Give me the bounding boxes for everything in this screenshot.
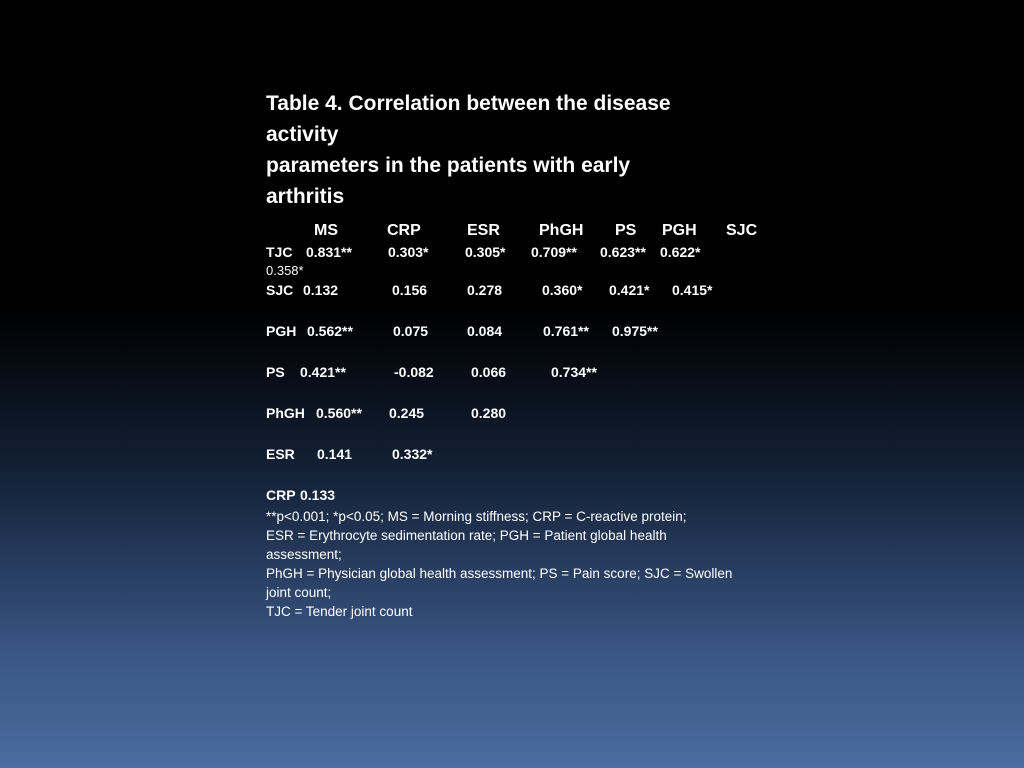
table-cell: 0.421*: [609, 282, 650, 298]
table-cell: 0.761**: [543, 323, 589, 339]
table-cell: 0.560**: [316, 405, 362, 421]
table-cell: 0.133: [300, 487, 336, 503]
column-header-sjc: SJC: [726, 222, 758, 239]
title-line: parameters in the patients with early: [266, 154, 631, 177]
column-header-ms: MS: [314, 222, 338, 239]
row-label: PS: [266, 364, 285, 380]
table-cell: 0.360*: [542, 282, 583, 298]
row-label: SJC: [266, 282, 294, 298]
table-row-sjc: [266, 282, 766, 323]
table-cell: 0.156: [392, 282, 428, 298]
table-cell: 0.709**: [531, 244, 577, 260]
column-header-esr: ESR: [467, 222, 500, 239]
table-cell: 0.415*: [672, 282, 713, 298]
table-cell: 0.358*: [266, 263, 304, 278]
table-cell: 0.075: [393, 323, 429, 339]
table-cell: 0.562**: [307, 323, 353, 339]
table-cell: -0.082: [394, 364, 434, 380]
slide-content: [266, 88, 766, 621]
table-cell: 0.305*: [465, 244, 506, 260]
row-label: ESR: [266, 446, 295, 462]
table-cell: 0.623**: [600, 244, 646, 260]
table-row-ps: [266, 364, 766, 405]
column-header-ps: PS: [615, 222, 637, 239]
row-label: TJC: [266, 244, 293, 260]
table-row-crp: [266, 487, 766, 506]
column-header-phgh: PhGH: [539, 222, 584, 239]
row-label: PhGH: [266, 405, 305, 421]
footnote-line: **p<0.001; *p<0.05; MS = Morning stiffness; CRP = C-reactive protein;: [266, 509, 687, 524]
table-cell: 0.622*: [660, 244, 701, 260]
table-cell: 0.132: [303, 282, 339, 298]
table-cell: 0.332*: [392, 446, 433, 462]
title-line: arthritis: [266, 185, 345, 208]
row-label: CRP: [266, 487, 296, 503]
table-cell: 0.066: [471, 364, 507, 380]
table-cell: 0.975**: [612, 323, 658, 339]
table-row-phgh: [266, 405, 766, 446]
table-row-tjc: [266, 244, 766, 264]
footnote-line: TJC = Tender joint count: [266, 604, 413, 619]
table-row-tjc-wrap: [266, 262, 766, 280]
footnote-line: PhGH = Physician global health assessment; PS = Pain score; SJC = Swollen: [266, 566, 733, 581]
table-row-esr: [266, 446, 766, 487]
table-cell: 0.303*: [388, 244, 429, 260]
table-cell: 0.245: [389, 405, 425, 421]
table-cell: 0.141: [317, 446, 353, 462]
title-line: activity: [266, 123, 339, 146]
column-header-crp: CRP: [387, 222, 421, 239]
table-cell: 0.278: [467, 282, 503, 298]
footnote-line: ESR = Erythrocyte sedimentation rate; PGH = Patient global health: [266, 528, 667, 543]
table-row-pgh: [266, 323, 766, 364]
column-header-pgh: PGH: [662, 222, 697, 239]
table-cell: 0.280: [471, 405, 507, 421]
table-footnote: [266, 507, 766, 621]
table-cell: 0.421**: [300, 364, 346, 380]
footnote-line: joint count;: [266, 585, 332, 600]
table-cell: 0.734**: [551, 364, 597, 380]
row-label: PGH: [266, 323, 297, 339]
title-line: Table 4. Correlation between the disease: [266, 92, 671, 115]
table-cell: 0.831**: [306, 244, 352, 260]
table-cell: 0.084: [467, 323, 503, 339]
footnote-line: assessment;: [266, 547, 342, 562]
table-header-row: [266, 216, 766, 242]
table-title: [266, 88, 766, 212]
